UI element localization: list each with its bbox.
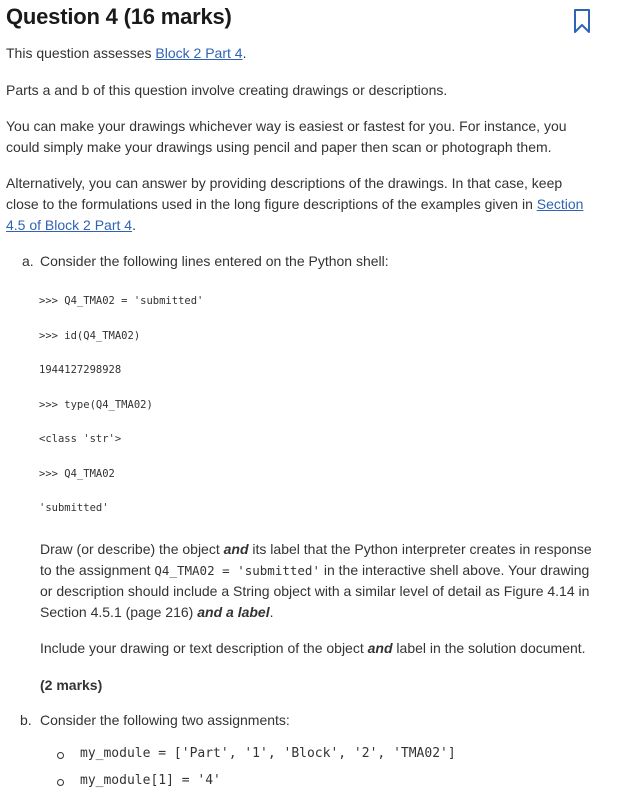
part-a-include-instruction: Include your drawing or text description of the object and label in the solution document. — [40, 640, 586, 656]
drawing-paragraph: You can make your drawings whichever way is easiest or fastest for you. For instance, you could simply make your drawings using pencil and paper then scan or photograph them. — [6, 118, 567, 155]
shell-line: >>> Q4_TMA02 — [39, 468, 115, 480]
alternative-paragraph: Alternatively, you can answer by providing descriptions of the drawings. In that case, keep close to the formulations used in the long figure descriptions of the examples given in Section 4.5 of Block 2 Part 4. — [6, 175, 584, 233]
bookmark-icon[interactable] — [572, 8, 592, 34]
shell-line: 'submitted' — [39, 502, 109, 514]
shell-line: 1944127298928 — [39, 364, 122, 376]
shell-line: >>> Q4_TMA02 = 'submitted' — [39, 295, 204, 307]
part-a-marks: (2 marks) — [40, 677, 103, 693]
intro-paragraph: This question assesses Block 2 Part 4. — [6, 45, 247, 61]
part-b-intro: Consider the following two assignments: — [40, 712, 290, 728]
shell-line: <class 'str'> — [39, 433, 122, 445]
bullet-icon — [57, 752, 64, 759]
section-link[interactable]: Section 4.5 of Block 2 Part 4 — [6, 196, 584, 233]
part-a-intro: Consider the following lines entered on the Python shell: — [40, 253, 389, 269]
shell-line: >>> id(Q4_TMA02) — [39, 330, 141, 342]
part-a-label: a. — [22, 253, 34, 269]
shell-line: >>> type(Q4_TMA02) — [39, 399, 153, 411]
parts-paragraph: Parts a and b of this question involve creating drawings or descriptions. — [6, 82, 448, 98]
list-item: my_module = ['Part', '1', 'Block', '2', 'TMA02'] — [80, 746, 456, 761]
part-a-draw-instruction: Draw (or describe) the object and its label that the Python interpreter creates in response to the assignment Q4_TMA02 = 'submitted' in the interactive shell above. Your drawing or description should include a String object with a similar level of detail as Figure 4.14 in Section 4.5.1 (page 216) and a label. — [40, 541, 592, 620]
list-item: my_module[1] = '4' — [80, 773, 221, 788]
bullet-icon — [57, 779, 64, 786]
question-title: Question 4 (16 marks) — [6, 4, 232, 29]
block-link[interactable]: Block 2 Part 4 — [155, 45, 243, 61]
part-b-label: b. — [20, 712, 32, 728]
